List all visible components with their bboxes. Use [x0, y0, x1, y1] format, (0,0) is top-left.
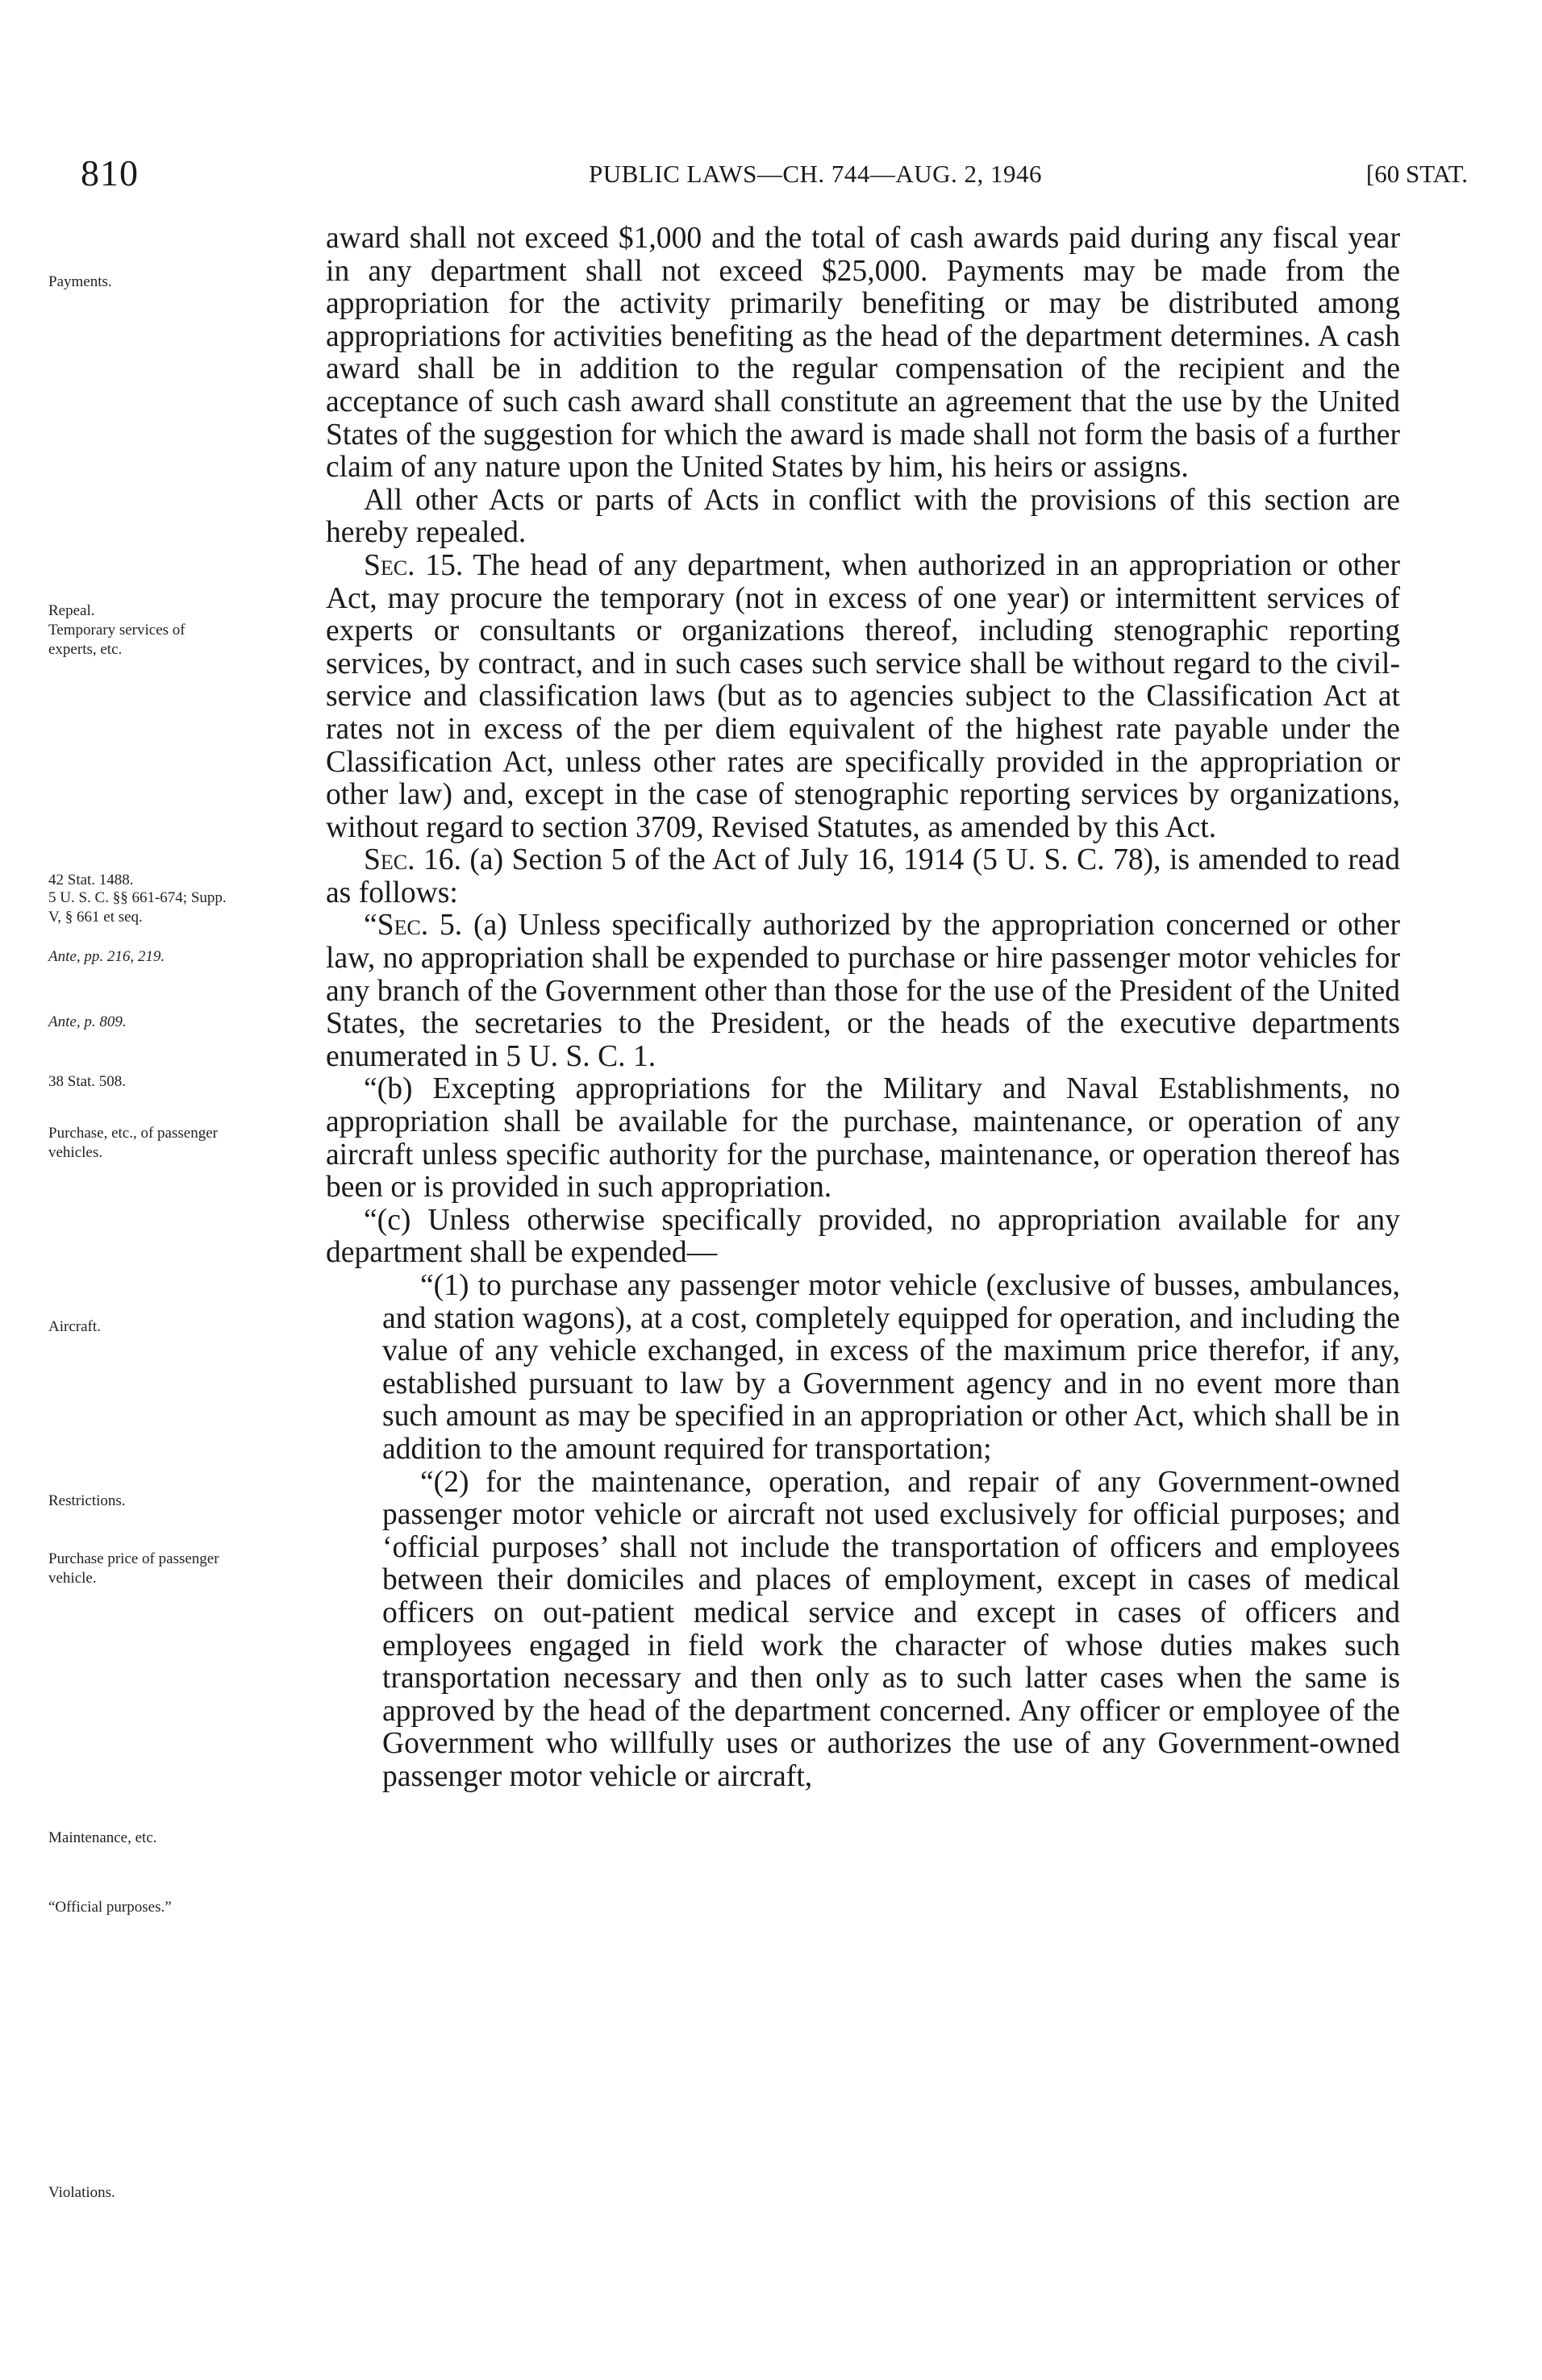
section-5-text: 5. (a) Unless specifically authorized by the appropriation concerned or other law, no appropriation shall be expended to purchase or hire passenger motor vehicles for any branch of the Government other than those for the use of the President of the United States, the secretaries to the President, or the heads of the executive departments enumerated in 5 U. S. C. 1.: [326, 909, 1400, 1073]
margin-note-official-purposes: “Official purposes.”: [48, 1899, 172, 1916]
margin-note-purchase-passenger: Purchase, etc., of passenger vehicles.: [48, 1125, 218, 1161]
margin-note-maintenance: Maintenance, etc.: [48, 1829, 157, 1846]
margin-note-repeal: Repeal.: [48, 602, 95, 619]
paragraph-section-15: [326, 550, 1400, 844]
paragraph-section-5a: [326, 909, 1400, 1073]
body-text: [326, 223, 1400, 1794]
section-15-label: Sec.: [364, 548, 415, 582]
running-head: PUBLIC LAWS—CH. 744—AUG. 2, 1946: [589, 160, 1043, 188]
paragraph-section-5c2: “(2) for the maintenance, operation, and repair of any Government-owned passenger motor vehicle or aircraft not used exclusively for official purposes; and ‘official purposes’ shall not include the transportation of officers and employees between their domiciles and places of employment, except in cases of medical officers on out-patient medical service and except in cases of officers and employees engaged in field work the character of whose duties makes such transportation necessary and then only as to such latter cases when the same is approved by the head of the department concerned. Any officer or employee of the Government who willfully uses or authorizes the use of any Government-owned passenger motor vehicle or aircraft,: [382, 1465, 1400, 1793]
paragraph-section-16: [326, 844, 1400, 909]
section-5-label: “Sec.: [364, 909, 429, 942]
page-header: [81, 152, 1468, 200]
margin-note-purchase-price: Purchase price of passenger vehicle.: [48, 1550, 219, 1587]
section-16-label: Sec.: [364, 843, 415, 877]
paragraph-repeal: All other Acts or parts of Acts in conflict with the provisions of this section are hereby repealed.: [326, 483, 1400, 550]
page-number: 810: [81, 152, 139, 193]
paragraph-section-5b: “(b) Excepting appropriations for the Military and Naval Establishments, no appropriation shall be available for the purchase, maintenance, or operation of any aircraft unless specific authority for the purchase, maintenance, or operation thereof has been or is provided in such appropriation.: [326, 1072, 1400, 1205]
margin-note-restrictions: Restrictions.: [48, 1492, 126, 1509]
margin-note-citation-38-stat: 38 Stat. 508.: [48, 1073, 127, 1090]
paragraph-section-5c: “(c) Unless otherwise specifically provided, no appropriation available for any department shall be expended—: [326, 1203, 1400, 1270]
margin-note-payments: Payments.: [48, 273, 112, 290]
margin-note-ante-216: Ante, pp. 216, 219.: [48, 948, 165, 965]
section-15-text: 15. The head of any department, when authorized in an appropriation or other Act, may procure the temporary (not in excess of one year) or intermittent services of experts or consultants or organizations thereof, including stenographic reporting services, by contract, and in such cases such service shall be without regard to the civil-service and classification laws (but as to agencies subject to the Classification Act at rates not in excess of the per diem equivalent of the highest rate payable under the Classification Act, unless other rates are specifically provided in the appropriation or other law) and, except in the case of stenographic reporting services by organizations, without regard to section 3709, Revised Statutes, as amended by this Act.: [326, 548, 1400, 844]
margin-note-ante-809: Ante, p. 809.: [48, 1013, 127, 1030]
margin-note-temporary-services: Temporary services of experts, etc.: [48, 622, 185, 658]
margin-note-citation-42-stat: 42 Stat. 1488.: [48, 872, 134, 888]
paragraph-section-5c1: “(1) to purchase any passenger motor vehicle (exclusive of busses, ambulances, and station wagons), at a cost, completely equipped for operation, and including the value of any vehicle exchanged, in excess of the maximum price therefor, if any, established pursuant to law by a Government agency and in no event more than such amount as may be specified in an appropriation or other Act, which shall be in addition to the amount required for transportation;: [382, 1269, 1400, 1466]
margin-note-aircraft: Aircraft.: [48, 1318, 101, 1335]
margin-note-violations: Violations.: [48, 2184, 115, 2201]
volume-reference: [60 STAT.: [1365, 160, 1468, 188]
section-16-text: 16. (a) Section 5 of the Act of July 16, 1914 (5 U. S. C. 78), is amended to read as follows:: [326, 843, 1400, 909]
margin-note-citation-5-usc: 5 U. S. C. §§ 661-674; Supp. V, § 661 et seq.: [48, 889, 227, 926]
paragraph-award-continuation: award shall not exceed $1,000 and the total of cash awards paid during any fiscal year in any department shall not exceed $25,000. Payments may be made from the appropriation for the activity primarily benefiting or may be distributed among appropriations for activities benefiting as the head of the department determines. A cash award shall be in addition to the regular compensation of the recipient and the acceptance of such cash award shall constitute an agreement that the use by the United States of the suggestion for which the award is made shall not form the basis of a further claim of any nature upon the United States by him, his heirs or assigns.: [326, 222, 1400, 485]
